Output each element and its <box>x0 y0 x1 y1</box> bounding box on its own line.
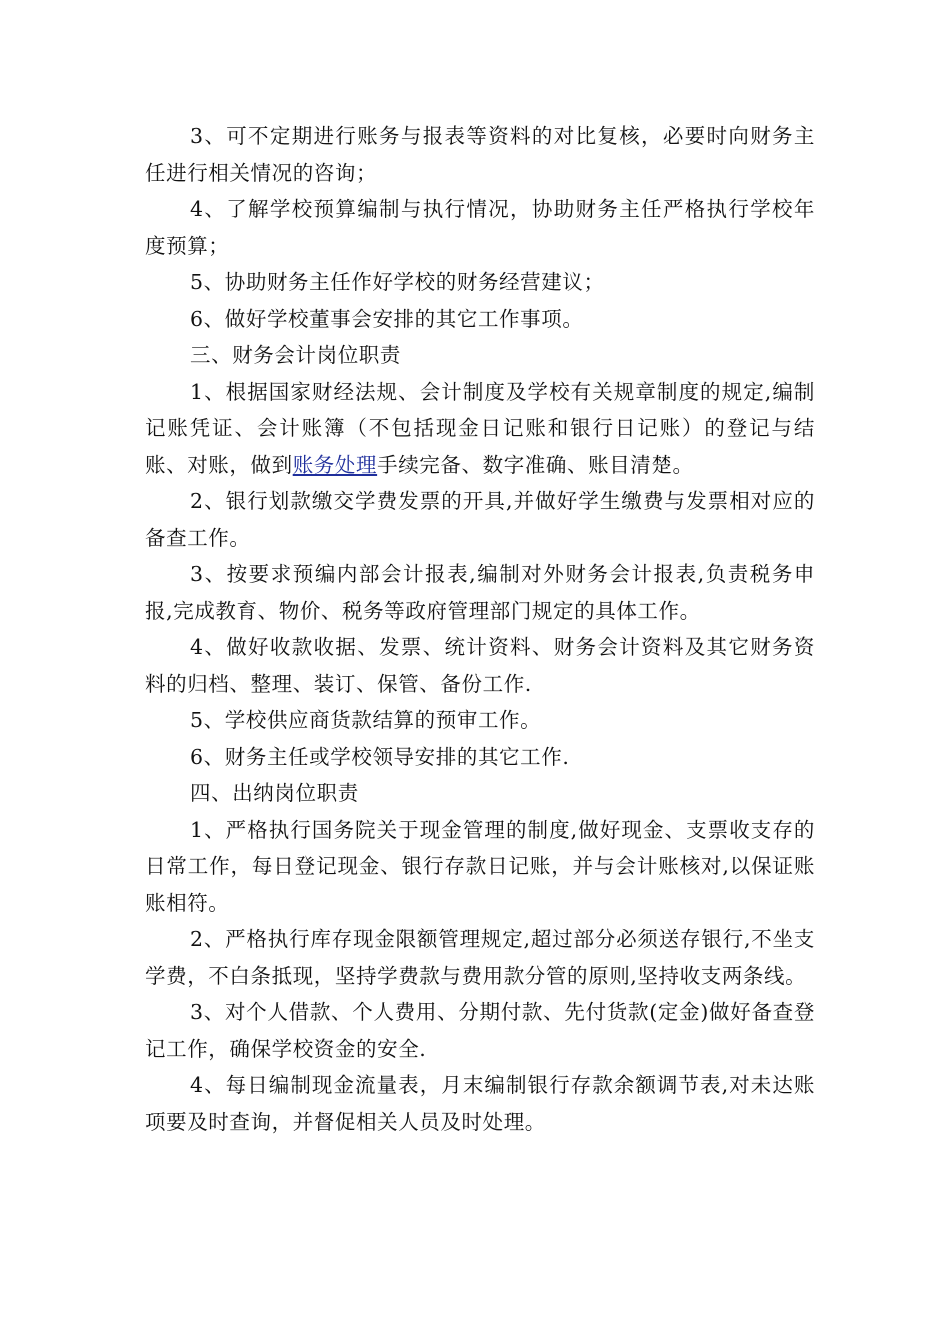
paragraph-item-5-advice: 5、协助财务主任作好学校的财务经营建议； <box>190 270 605 294</box>
paragraph-accounting-5: 5、学校供应商货款结算的预审工作。 <box>190 708 542 732</box>
paragraph-accounting-1-text-b: 手续完备、数字准确、账目清楚。 <box>377 452 694 477</box>
paragraph-cashier-4: 4、每日编制现金流量表，月末编制银行存款余额调节表,对未达账项要及时查询，并督促相关人员及时处理。 <box>145 1073 815 1134</box>
paragraph-item-4-budget: 4、了解学校预算编制与执行情况，协助财务主任严格执行学校年度预算； <box>145 197 815 258</box>
paragraph-cashier-2: 2、严格执行库存现金限额管理规定,超过部分必须送存银行,不坐支学费，不白条抵现，坚持学费款与费用款分管的原则,坚持收支两条线。 <box>145 927 815 988</box>
paragraph-accounting-1 <box>145 374 815 484</box>
paragraph-accounting-3: 3、按要求预编内部会计报表,编制对外财务会计报表,负责税务申报,完成教育、物价、税务等政府管理部门规定的具体工作。 <box>145 562 815 623</box>
paragraph-cashier-1: 1、严格执行国务院关于现金管理的制度,做好现金、支票收支存的日常工作，每日登记现金、银行存款日记账，并与会计账核对,以保证账账相符。 <box>145 817 815 915</box>
accounting-processing-link[interactable]: 账务处理 <box>292 452 378 477</box>
section-heading-cashier: 四、出纳岗位职责 <box>190 781 359 805</box>
paragraph-accounting-1-text-a: 1、根据国家财经法规、会计制度及学校有关规章制度的规定,编制记账凭证、会计账簿（不包括现金日记账和银行日记账）的登记与结账、对账，做到 <box>145 379 815 477</box>
paragraph-item-6-board: 6、做好学校董事会安排的其它工作事项。 <box>190 306 584 331</box>
document-body <box>145 118 815 1140</box>
section-heading-accounting: 三、财务会计岗位职责 <box>190 343 401 367</box>
paragraph-accounting-2: 2、银行划款缴交学费发票的开具,并做好学生缴费与发票相对应的备查工作。 <box>145 489 815 550</box>
paragraph-item-3-review: 3、可不定期进行账务与报表等资料的对比复核，必要时向财务主任进行相关情况的咨询； <box>145 124 815 185</box>
paragraph-accounting-6: 6、财务主任或学校领导安排的其它工作. <box>190 744 570 769</box>
paragraph-cashier-3: 3、对个人借款、个人费用、分期付款、先付货款(定金)做好备查登记工作，确保学校资金的安全. <box>145 1000 815 1061</box>
paragraph-accounting-4: 4、做好收款收据、发票、统计资料、财务会计资料及其它财务资料的归档、整理、装订、保管、备份工作. <box>145 635 815 696</box>
